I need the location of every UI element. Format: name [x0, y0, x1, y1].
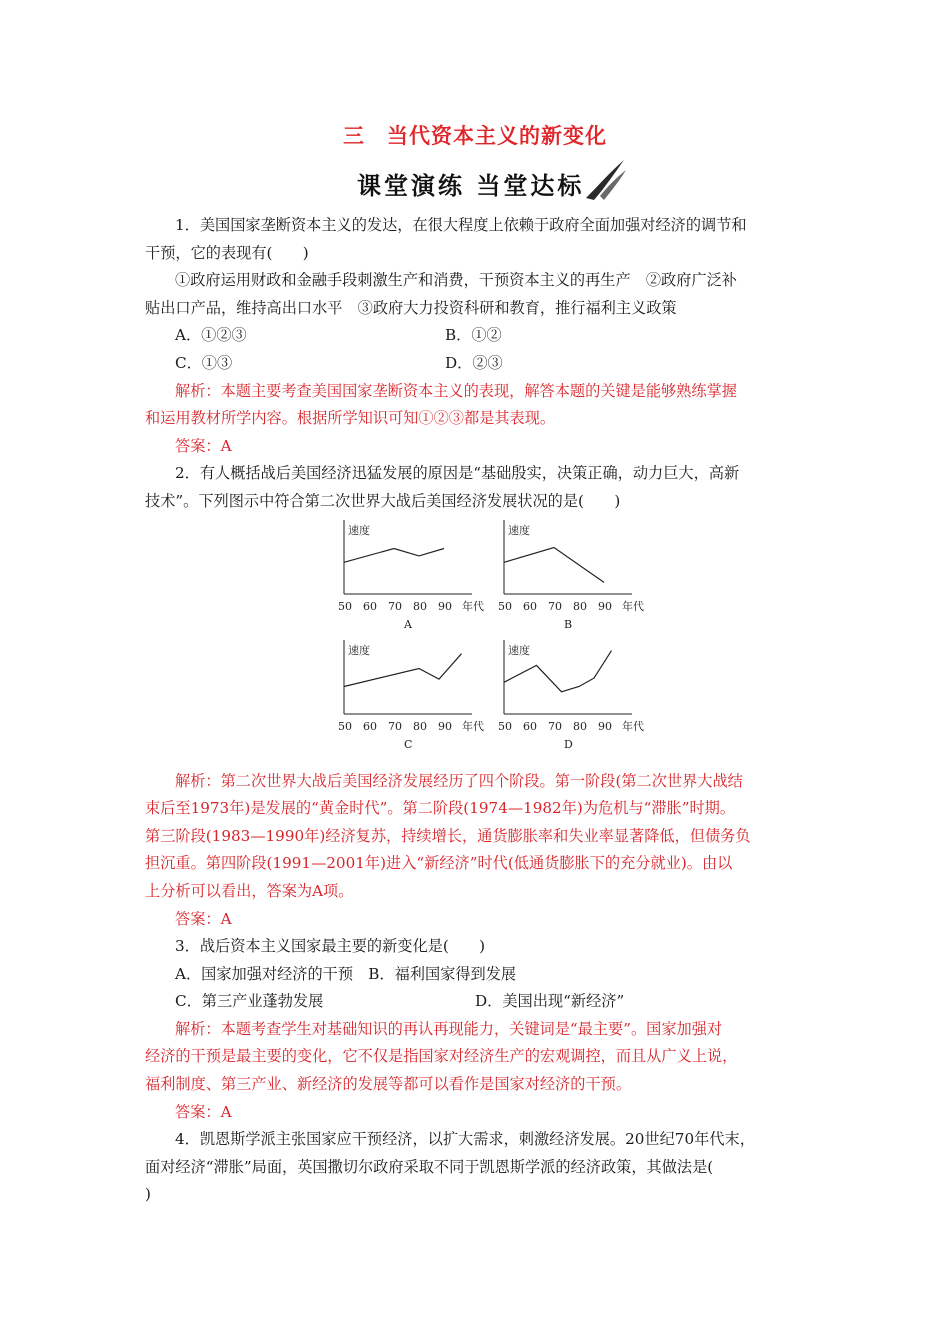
q4-stem-line3: ): [145, 1185, 151, 1204]
q1-option-a[interactable]: A．①②③: [175, 326, 247, 345]
chart-A-series-line: [344, 548, 444, 562]
chart-C-tick-70: 70: [388, 719, 402, 733]
chart-C-tick-60: 60: [363, 719, 377, 733]
q2-analysis-line5: 上分析可以看出，答案为A项。: [145, 881, 354, 900]
chart-B-xlabel: 年代: [622, 599, 644, 613]
q1-answer: 答案：A: [175, 436, 232, 455]
q3-analysis-line3: 福利制度、第三产业、新经济的发展等都可以看作是国家对经济的干预。: [145, 1075, 631, 1094]
chart-B-tick-60: 60: [523, 599, 537, 613]
chart-B-series-line: [504, 547, 604, 582]
chart-C-xlabel: 年代: [462, 719, 484, 733]
chart-B: [498, 520, 644, 631]
banner-text: 课堂演练 当堂达标: [357, 172, 585, 200]
q3-analysis-line1: 解析：本题考查学生对基础知识的再认再现能力，关键词是“最主要”。国家加强对: [175, 1019, 723, 1038]
chart-D-ylabel: 速度: [508, 643, 530, 657]
q1-option-b[interactable]: B．①②: [445, 326, 502, 345]
q1-items-line1: ①政府运用财政和金融手段刺激生产和消费，干预资本主义的再生产 ②政府广泛补: [175, 271, 737, 290]
chart-D-xlabel: 年代: [622, 719, 644, 733]
chart-A-tick-60: 60: [363, 599, 377, 613]
chart-B-tick-70: 70: [548, 599, 562, 613]
q1-items-line2: 贴出口产品，维持高出口水平 ③政府大力投资科研和教育，推行福利主义政策: [145, 298, 677, 317]
chart-C-panel-label: C: [404, 737, 413, 751]
q3-option-d[interactable]: D．美国出现“新经济”: [475, 992, 625, 1011]
q1-option-c[interactable]: C．①③: [175, 353, 233, 372]
q3-options-row2: [145, 988, 807, 1016]
chart-D-tick-60: 60: [523, 719, 537, 733]
q1-option-d[interactable]: D．②③: [445, 353, 503, 372]
q1-options-row2: [145, 350, 807, 378]
q3-option-ab[interactable]: A．国家加强对经济的干预 B．福利国家得到发展: [175, 964, 517, 983]
q3-stem: 3．战后资本主义国家最主要的新变化是( ): [175, 937, 486, 956]
q3-answer: 答案：A: [175, 1102, 232, 1121]
chart-C-tick-90: 90: [438, 719, 452, 733]
q2-stem-line1: 2．有人概括战后美国经济迅猛发展的原因是“基础殷实，决策正确，动力巨大，高新: [175, 464, 740, 483]
q2-stem-line2: 技术”。下列图示中符合第二次世界大战后美国经济发展状况的是( ): [145, 491, 621, 510]
q4-stem-line2: 面对经济“滞胀”局面，英国撒切尔政府采取不同于凯恩斯学派的经济政策，其做法是(: [145, 1157, 714, 1176]
chart-A-tick-80: 80: [413, 599, 427, 613]
chart-D-tick-90: 90: [598, 719, 612, 733]
q2-analysis-line4: 担沉重。第四阶段(1991—2001年)进入“新经济”时代(低通货膨胀下的充分就业)。由以: [145, 854, 733, 873]
chart-A: [338, 520, 484, 631]
q2-analysis-line3: 第三阶段(1983—1990年)经济复苏，持续增长，通货膨胀率和失业率显著降低，但债务负: [145, 826, 751, 845]
q3-analysis-line2: 经济的干预是最主要的变化，它不仅是指国家对经济生产的宏观调控，而且从广义上说，: [145, 1047, 738, 1066]
chart-D-tick-80: 80: [573, 719, 587, 733]
chart-B-tick-90: 90: [598, 599, 612, 613]
chart-C-ylabel: 速度: [348, 643, 370, 657]
page-title: 三 当代资本主义的新变化: [343, 123, 607, 148]
q2-analysis-line1: 解析：第二次世界大战后美国经济发展经历了四个阶段。第一阶段(第二次世界大战结: [175, 771, 743, 790]
chart-B-panel-label: B: [564, 617, 573, 631]
chart-D-tick-70: 70: [548, 719, 562, 733]
chart-B-tick-80: 80: [573, 599, 587, 613]
q3-option-c[interactable]: C．第三产业蓬勃发展: [175, 992, 324, 1011]
q1-stem-line1: 1．美国国家垄断资本主义的发达，在很大程度上依赖于政府全面加强对经济的调节和: [175, 216, 747, 234]
chart-A-tick-70: 70: [388, 599, 402, 613]
q2-analysis-line2: 束后至1973年)是发展的“黄金时代”。第二阶段(1974—1982年)为危机与“滞胀”时期。: [145, 799, 736, 818]
question-content: [145, 212, 807, 1209]
chart-D: [498, 640, 644, 751]
chart-A-ylabel: 速度: [348, 523, 370, 537]
chart-A-tick-90: 90: [438, 599, 452, 613]
q2-answer: 答案：A: [175, 909, 232, 928]
chart-D-tick-50: 50: [498, 719, 512, 733]
brush-swoosh-icon: [580, 156, 628, 202]
chart-D-panel-label: D: [564, 737, 573, 751]
q1-options-row1: [145, 322, 807, 350]
chart-C-series-line: [344, 653, 462, 686]
q1-stem-line2: 干预，它的表现有( ): [145, 243, 309, 262]
q4-stem-line1: 4．凯恩斯学派主张国家应干预经济，以扩大需求，刺激经济发展。20世纪70年代末，: [175, 1130, 755, 1149]
section-banner: [345, 160, 620, 202]
q1-analysis-line2: 和运用教材所学内容。根据所学知识可知①②③都是其表现。: [145, 409, 556, 428]
q2-charts-svg: [330, 520, 660, 760]
chart-A-panel-label: A: [404, 617, 412, 631]
chart-C-tick-50: 50: [338, 719, 352, 733]
chart-B-tick-50: 50: [498, 599, 512, 613]
chart-B-ylabel: 速度: [508, 523, 530, 537]
chart-A-tick-50: 50: [338, 599, 352, 613]
chart-A-xlabel: 年代: [462, 599, 484, 613]
q1-analysis-line1: 解析：本题主要考查美国国家垄断资本主义的表现，解答本题的关键是能够熟练掌握: [175, 381, 737, 400]
chart-C: [338, 640, 484, 751]
q2-charts: [145, 520, 807, 768]
chart-C-tick-80: 80: [413, 719, 427, 733]
